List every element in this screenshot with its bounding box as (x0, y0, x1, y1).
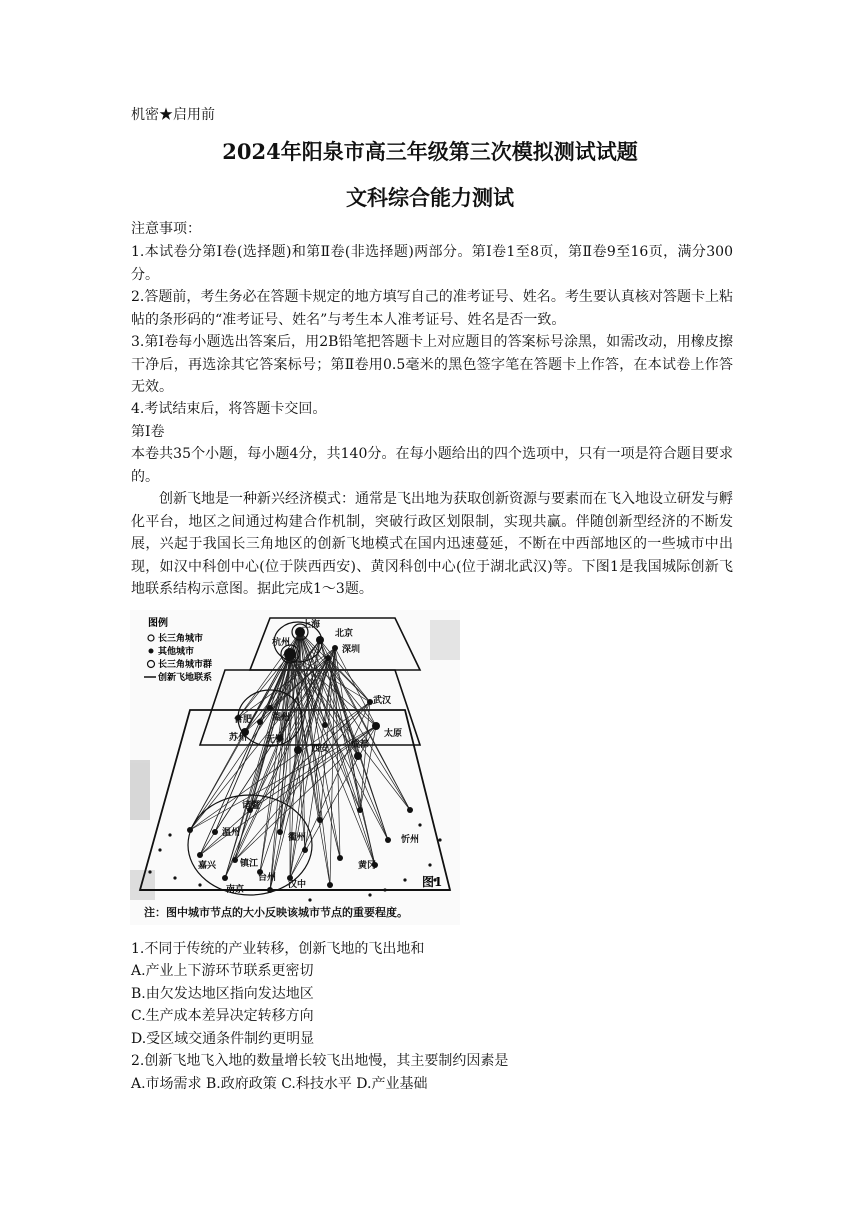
city-node (325, 655, 331, 661)
question-1-option-a: A.产业上下游环节联系更密切 (131, 963, 314, 979)
city-label-hangzhou: 杭州 (272, 638, 291, 648)
city-label-jiaxing: 嘉兴 (198, 861, 217, 871)
city-node (317, 817, 323, 823)
minor-node (418, 823, 421, 826)
legend-item-link: 创新飞地联系 (158, 673, 213, 683)
minor-node (428, 863, 431, 866)
city-node (187, 827, 193, 833)
city-node (316, 636, 324, 644)
city-label-huanggang: 黄冈 (358, 861, 377, 871)
city-node (212, 829, 218, 835)
city-label-quzhou: 衢州 (288, 833, 307, 843)
notice-item-1: 1.本试卷分第Ⅰ卷(选择题)和第Ⅱ卷(非选择题)两部分。第Ⅰ卷1至8页，第Ⅱ卷9至16页，满分300分。 (131, 244, 733, 283)
question-1-option-c: C.生产成本差异决定转移方向 (131, 1008, 314, 1024)
minor-node (198, 883, 201, 886)
figure-1-network-diagram (130, 610, 460, 925)
city-label-taiyuan: 太原 (384, 729, 403, 739)
city-label-xian: 西安 (311, 744, 330, 754)
city-label-hanzhong: 汉中 (288, 880, 307, 890)
legend-item-yrd-city: 长三角城市 (158, 634, 204, 644)
city-node (302, 847, 308, 853)
question-1-stem: 1.不同于传统的产业转移，创新飞地的飞出地和 (131, 941, 425, 957)
city-label-zhenjiang: 镇江 (240, 859, 259, 869)
legend-title: 图例 (148, 618, 168, 629)
city-node (277, 829, 283, 835)
city-label-nanjing: 南京 (226, 885, 245, 895)
city-label-shanghai: 上海 (302, 620, 321, 630)
city-label-shenzhen: 深圳 (342, 645, 361, 655)
city-node (332, 645, 338, 651)
city-label-suzhou: 苏州 (229, 733, 248, 743)
city-label-taizhou: 台州 (258, 873, 277, 883)
city-node (294, 746, 302, 754)
secret-mark: 机密★启用前 (131, 107, 215, 123)
question-1-option-b: B.由欠发达地区指向发达地区 (131, 986, 314, 1002)
city-label-hefei: 合肥 (234, 715, 253, 725)
city-node (257, 719, 263, 725)
city-label-huzhou: 湖州 (272, 713, 291, 723)
minor-node (383, 888, 386, 891)
minor-node (308, 898, 311, 901)
section-intro: 本卷共35个小题，每小题4分，共140分。在每小题给出的四个选项中，只有一项是符合题目要求的。 (131, 446, 733, 485)
city-node (267, 705, 273, 711)
city-label-chengdu: 成都 (351, 740, 370, 750)
legend-item-yrd-cluster: 长三角城市群 (158, 660, 213, 670)
city-label-wenzhou: 温州 (222, 828, 241, 838)
minor-node (168, 833, 171, 836)
figure-note: 注：图中城市节点的大小反映该城市节点的重要程度。 (144, 906, 408, 919)
city-node (267, 887, 273, 893)
question-1-option-d: D.受区域交通条件制约更明显 (131, 1031, 315, 1047)
city-label-wuxi: 无锡 (266, 735, 285, 745)
notice-item-2: 2.答题前，考生务必在答题卡规定的地方填写自己的准考证号、姓名。考生要认真核对答题卡上粘帖的条形码的“准考证号、姓名”与考生本人准考证号、姓名是否一致。 (131, 289, 733, 328)
question-2-stem: 2.创新飞地飞入地的数量增长较飞出地慢，其主要制约因素是 (131, 1053, 509, 1069)
section-title: 第Ⅰ卷 (131, 424, 165, 440)
minor-node (148, 870, 151, 873)
city-node (337, 855, 343, 861)
city-node (222, 875, 228, 881)
minor-node (368, 893, 371, 896)
city-node (197, 852, 203, 858)
city-node (354, 752, 362, 760)
legend-item-other-city: 其他城市 (158, 647, 195, 657)
city-node (407, 807, 413, 813)
question-2-options: A.市场需求 B.政府政策 C.科技水平 D.产业基础 (131, 1076, 428, 1092)
city-node (232, 857, 238, 863)
city-node (357, 807, 363, 813)
notice-item-3: 3.第Ⅰ卷每小题选出答案后，用2B铅笔把答题卡上对应题目的答案标号涂黑，如需改动，用橡皮擦干净后，再选涂其它答案标号；第Ⅱ卷用0.5毫米的黑色签字笔在答题卡上作答，在本试卷上作答无效。 (131, 334, 733, 395)
city-node (322, 722, 328, 728)
city-label-xinzhou: 忻州 (401, 835, 420, 845)
minor-node (173, 876, 176, 879)
minor-node (403, 878, 406, 881)
city-label-beijing: 北京 (335, 629, 354, 639)
city-node (372, 722, 380, 730)
exam-title: 2024年阳泉市高三年级第三次模拟测试试题 (222, 139, 638, 164)
minor-node (158, 848, 161, 851)
reading-passage: 创新飞地是一种新兴经济模式：通常是飞出地为获取创新资源与要素而在飞入地设立研发与孵化平台，地区之间通过构建合作机制，突破行政区划限制，实现共赢。伴随创新型经济的不断发展，兴起于我国长三角地区的创新飞地模式在国内迅速蔓延，不断在中西部地区的一些城市中出现，如汉中科创中心(位于陕西西安)、黄冈科创中心(位于湖北武汉)等。下图1是我国城际创新飞地联系结构示意图。据此完成1～3题。 (131, 491, 733, 597)
city-node (284, 648, 296, 660)
city-node (327, 882, 333, 888)
city-node (385, 837, 391, 843)
city-label-zhuji: 诸暨 (242, 801, 261, 811)
notice-item-4: 4.考试结束后，将答题卡交回。 (131, 401, 327, 417)
minor-node (438, 838, 441, 841)
notice-heading: 注意事项： (131, 221, 201, 237)
city-label-wuhan: 武汉 (373, 696, 392, 706)
figure-label: 图1 (422, 875, 443, 889)
exam-subtitle: 文科综合能力测试 (346, 185, 514, 210)
